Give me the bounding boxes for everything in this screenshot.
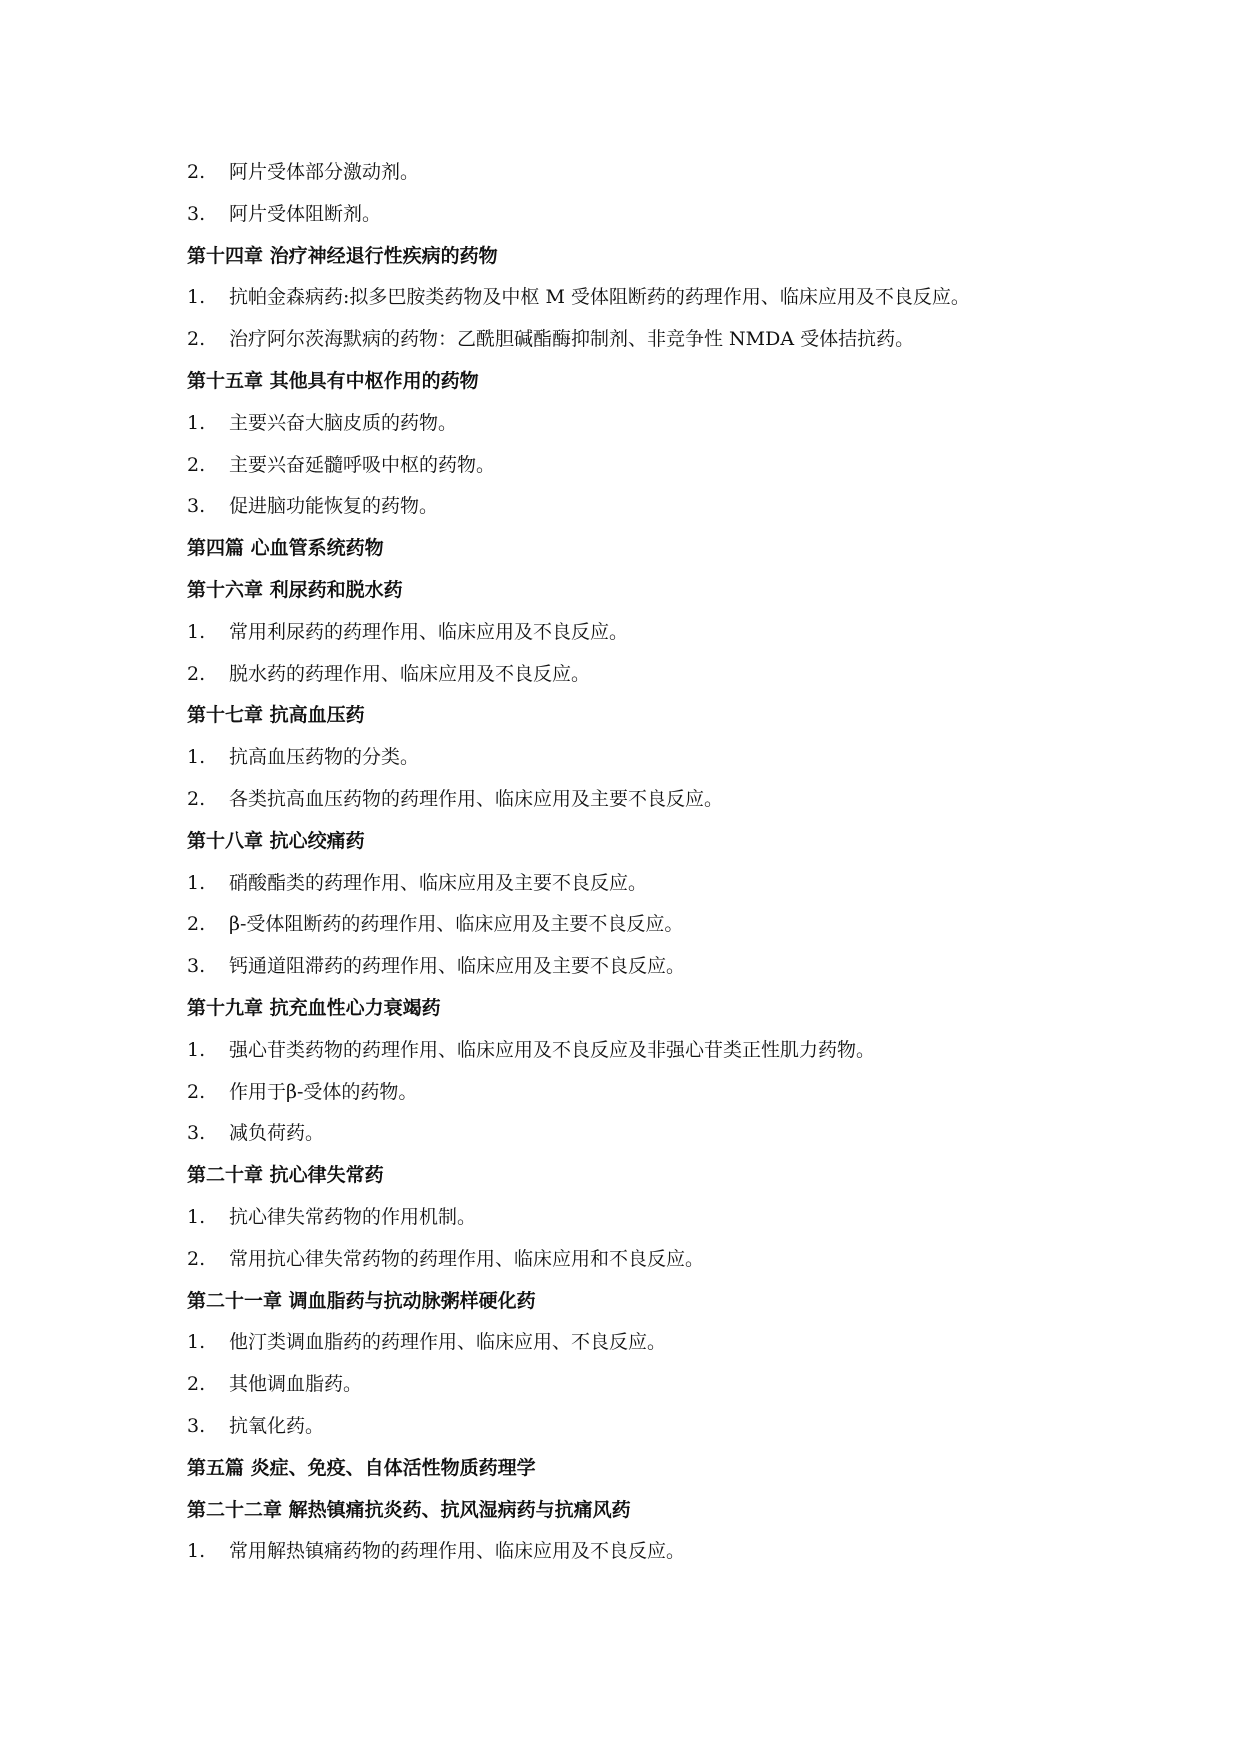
list-item-text: 他汀类调血脂药的药理作用、临床应用、不良反应。 (229, 1331, 667, 1354)
list-item-number: 1. (187, 411, 206, 434)
list-item-text: 抗帕金森病药:拟多巴胺类药物及中枢 M 受体阻断药的药理作用、临床应用及不良反应。 (229, 286, 970, 309)
list-item-number: 2. (187, 913, 206, 936)
section-heading: 第十六章 利尿药和脱水药 (187, 578, 403, 601)
list-item-text: β-受体阻断药的药理作用、临床应用及主要不良反应。 (229, 913, 684, 936)
list-item-text: 硝酸酯类的药理作用、临床应用及主要不良反应。 (229, 871, 648, 894)
section-heading: 第二十一章 调血脂药与抗动脉粥样硬化药 (187, 1289, 536, 1312)
list-item-number: 3. (187, 1414, 206, 1437)
list-item-number: 1. (187, 1205, 206, 1228)
section-heading: 第十四章 治疗神经退行性疾病的药物 (187, 244, 498, 267)
section-heading: 第二十二章 解热镇痛抗炎药、抗风湿病药与抗痛风药 (187, 1498, 631, 1521)
list-item-number: 3. (187, 1122, 206, 1145)
list-item (187, 1322, 1087, 1364)
list-item-text: 抗高血压药物的分类。 (229, 746, 420, 769)
list-item-number: 1. (187, 871, 206, 894)
section-heading: 第十五章 其他具有中枢作用的药物 (187, 369, 479, 392)
list-item (187, 654, 1087, 696)
list-item-text: 强心苷类药物的药理作用、临床应用及不良反应及非强心苷类正性肌力药物。 (229, 1038, 876, 1061)
section-heading: 第五篇 炎症、免疫、自体活性物质药理学 (187, 1456, 536, 1479)
list-item-number: 1. (187, 1331, 206, 1354)
list-item (187, 486, 1087, 528)
section-heading: 第四篇 心血管系统药物 (187, 537, 384, 560)
list-item (187, 277, 1087, 319)
list-item-text: 常用抗心律失常药物的药理作用、临床应用和不良反应。 (229, 1247, 705, 1270)
list-item-text: 治疗阿尔茨海默病的药物：乙酰胆碱酯酶抑制剂、非竞争性 NMDA 受体拮抗药。 (229, 328, 915, 351)
list-item-number: 1. (187, 286, 206, 309)
list-item (187, 737, 1087, 779)
document-body (187, 152, 1087, 1573)
list-item (187, 1364, 1087, 1406)
list-item-text: 主要兴奋大脑皮质的药物。 (229, 411, 458, 434)
list-item (187, 863, 1087, 905)
list-item-text: 促进脑功能恢复的药物。 (229, 495, 439, 518)
list-item (187, 1113, 1087, 1155)
list-item-number: 1. (187, 746, 206, 769)
list-item (187, 1531, 1087, 1573)
list-item-number: 1. (187, 620, 206, 643)
list-item-text: 脱水药的药理作用、临床应用及不良反应。 (229, 662, 591, 685)
list-item-text: 各类抗高血压药物的药理作用、临床应用及主要不良反应。 (229, 787, 724, 810)
section-heading: 第十九章 抗充血性心力衰竭药 (187, 996, 441, 1019)
list-item (187, 403, 1087, 445)
list-item-number: 2. (187, 1080, 206, 1103)
list-item-number: 2. (187, 787, 206, 810)
section-heading: 第二十章 抗心律失常药 (187, 1164, 384, 1187)
list-item (187, 779, 1087, 821)
list-item-number: 2. (187, 1247, 206, 1270)
list-item-text: 抗心律失常药物的作用机制。 (229, 1205, 477, 1228)
list-item-number: 1. (187, 1038, 206, 1061)
list-item-number: 2. (187, 161, 206, 183)
list-item-number: 2. (187, 453, 206, 476)
list-item-text: 阿片受体部分激动剂。 (229, 161, 420, 183)
list-item (187, 152, 1087, 194)
list-item (187, 904, 1087, 946)
list-item-text: 抗氧化药。 (229, 1414, 325, 1437)
list-item (187, 1239, 1087, 1281)
list-item-text: 常用利尿药的药理作用、临床应用及不良反应。 (229, 620, 629, 643)
list-item (187, 612, 1087, 654)
section-heading: 第十八章 抗心绞痛药 (187, 829, 365, 852)
list-item (187, 1030, 1087, 1072)
list-item-number: 2. (187, 328, 206, 351)
list-item (187, 1072, 1087, 1114)
list-item-text: 减负荷药。 (229, 1122, 325, 1145)
list-item-text: 阿片受体阻断剂。 (229, 202, 382, 225)
list-item-number: 2. (187, 1373, 206, 1396)
list-item-text: 其他调血脂药。 (229, 1373, 363, 1396)
list-item-number: 3. (187, 495, 206, 518)
list-item-number: 2. (187, 662, 206, 685)
list-item (187, 1406, 1087, 1448)
list-item-text: 常用解热镇痛药物的药理作用、临床应用及不良反应。 (229, 1540, 686, 1563)
list-item-number: 1. (187, 1540, 206, 1563)
list-item-number: 3. (187, 202, 206, 225)
list-item-text: 钙通道阻滞药的药理作用、临床应用及主要不良反应。 (229, 955, 686, 978)
list-item (187, 445, 1087, 487)
list-item (187, 319, 1087, 361)
list-item (187, 1197, 1087, 1239)
section-heading: 第十七章 抗高血压药 (187, 704, 365, 727)
list-item-number: 3. (187, 955, 206, 978)
list-item (187, 194, 1087, 236)
list-item (187, 946, 1087, 988)
list-item-text: 主要兴奋延髓呼吸中枢的药物。 (229, 453, 496, 476)
list-item-text: 作用于β-受体的药物。 (229, 1080, 418, 1103)
